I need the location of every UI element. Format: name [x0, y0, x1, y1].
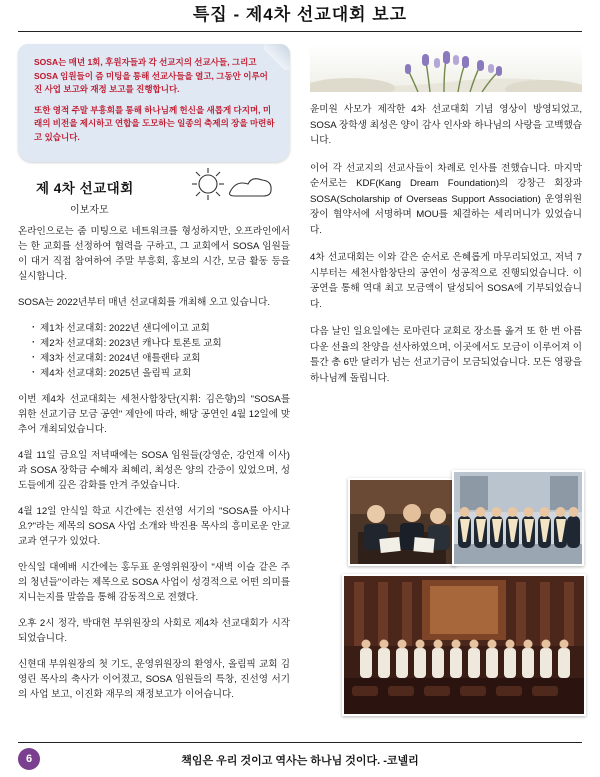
left-column — [18, 44, 290, 713]
callout-paragraph-2: 또한 영적 주말 부흥회를 통해 하나님께 헌신을 새롭게 다지며, 미래의 비전을 제시하고 연합을 도모하는 일종의 축제의 장을 마련하고 있습니다. — [34, 104, 275, 142]
photo-mou-signing-image — [350, 480, 454, 564]
page-number-badge: 6 — [18, 748, 40, 770]
footer-quote: 책임은 우리 것이고 역사는 하나님 것이다. -코넬리 — [181, 755, 419, 767]
paragraph: 신현대 부위원장의 첫 기도, 운영위원장의 환영사, 올림픽 교회 김영린 목사의 축사가 이어졌고, SOSA 임원들의 특창, 진선영 서기의 사업 보고, 이진화 재무의 재정보고가 이어습니다. — [18, 659, 290, 700]
paragraph: 4월 12일 안식일 학교 시간에는 진선영 서기의 "SOSA를 아시나요?"라는 제목의 SOSA 사업 소개와 박진용 목사의 흥미로운 안교 교과 연구가 있었다. — [18, 506, 290, 547]
page-title: 특집 - 제4차 선교대회 보고 — [192, 5, 408, 24]
right-column — [310, 44, 582, 398]
photo-choir-concert-image — [344, 576, 584, 714]
lavender-photo — [310, 44, 582, 92]
article-title: 제 4차 선교대회 — [36, 181, 134, 196]
conference-list — [18, 321, 290, 381]
callout-paragraph-1: SOSA는 매년 1회, 후원자들과 각 선교지의 선교사들, 그리고 SOSA 임원들이 즘 미팅을 통해 선교사들을 열고, 그동안 이루어진 사업 보고와 재정 보고를 진행합니다. — [34, 57, 268, 94]
paragraph: 온라인으로는 줌 미팅으로 네트워크를 형성하지만, 오프라인에서는 한 교회를 선정하여 협력을 구하고, 그 교회에서 SOSA 임원들이 대거 직접 참여하여 주말 부흥회, 홍보의 시간, 모금 활동 등을 실시합니다. — [18, 226, 290, 282]
callout-block — [18, 44, 290, 169]
paragraph: 다음 날인 일요일에는 로마린다 교회로 장소를 옮겨 또 한 번 아름다운 선율의 찬양을 선사하였으며, 이곳에서도 모금이 이루어져 이틀간 총 6만 달러가 넘는 선교기금이 모금되었습니다. 모든 영광을 하나님께 돌립니다. — [310, 326, 582, 384]
photo-mou-signing — [348, 478, 456, 566]
lavender-illustration-icon — [310, 44, 582, 92]
paragraph: 이어 각 선교지의 선교사들이 차례로 인사를 전했습니다. 마지막 순서로는 KDF(Kang Dream Foundation)의 강창근 회장과 SOSA(Scholarship of Overseas Support Association) 운영위원장이 협약서에 서명하며 MOU를 체결하는 세리머니가 있었습니다. — [310, 162, 582, 236]
page-header — [0, 0, 600, 34]
paragraph: 윤미원 사모가 제작한 4차 선교대회 기념 영상이 방영되었고, SOSA 장학생 최성은 양이 감사 인사와 하나님의 사랑을 고백했습니다. — [310, 104, 582, 146]
paragraph: 오후 2시 정각, 박대현 부위원장의 사회로 제4차 선교대회가 시작되었습니다. — [18, 618, 290, 644]
footer-divider — [18, 742, 582, 743]
list-item: · 제3차 선교대회: 2024년 애틀랜타 교회 — [32, 351, 290, 366]
photo-group-sash-image — [454, 472, 582, 564]
left-body-text — [18, 224, 290, 702]
paragraph: 안식일 대예배 시간에는 홍두표 운영위원장이 "새벽 이슬 같은 주의 청년들"이라는 제목으로 SOSA 사업이 성경적으로 어떤 의미를 지니는지를 말씀을 통해 감동적으로 전했다. — [18, 562, 290, 603]
callout-box — [18, 44, 290, 162]
paragraph: 이번 제4차 선교대회는 세천사합창단(지휘: 김은향)의 "SOSA를 위한 선교기금 모금 공연" 제안에 따라, 해당 공연인 4월 12일에 맞추어 개최되었습니다. — [18, 394, 290, 435]
right-body-text — [310, 102, 582, 386]
paragraph: 4월 11일 금요일 저녁때에는 SOSA 임원들(강영순, 강언재 이사)과 SOSA 장학금 수혜자 최혜리, 최성은 양의 간증이 있었으며, 성도들에게 깊은 감화를 안겨 주었습니다. — [18, 450, 290, 491]
photo-choir-concert — [342, 574, 586, 716]
page-curl-shade-icon — [264, 44, 290, 70]
paragraph: SOSA는 2022년부터 매년 선교대회를 개최해 오고 있습니다. — [18, 297, 271, 308]
list-item: · 제4차 선교대회: 2025년 올림픽 교회 — [32, 366, 290, 381]
list-item: · 제2차 선교대회: 2023년 캐나다 토론토 교회 — [32, 336, 290, 351]
photo-group-sash — [452, 470, 584, 566]
article-byline: 이보자모 — [70, 205, 109, 216]
list-item: · 제1차 선교대회: 2022년 샌디에이고 교회 — [32, 321, 290, 336]
paragraph: 4차 선교대회는 이와 같은 순서로 은혜롭게 마무리되었고, 저녁 7시부터는 세천사합창단의 공연이 성공적으로 진행되었습니다. 이 공연을 통해 역대 최고 모금액이 달성되어 SOSA에 기부되었습니다. — [310, 252, 582, 310]
sun-doodle-icon — [168, 162, 288, 206]
header-divider — [18, 31, 582, 32]
